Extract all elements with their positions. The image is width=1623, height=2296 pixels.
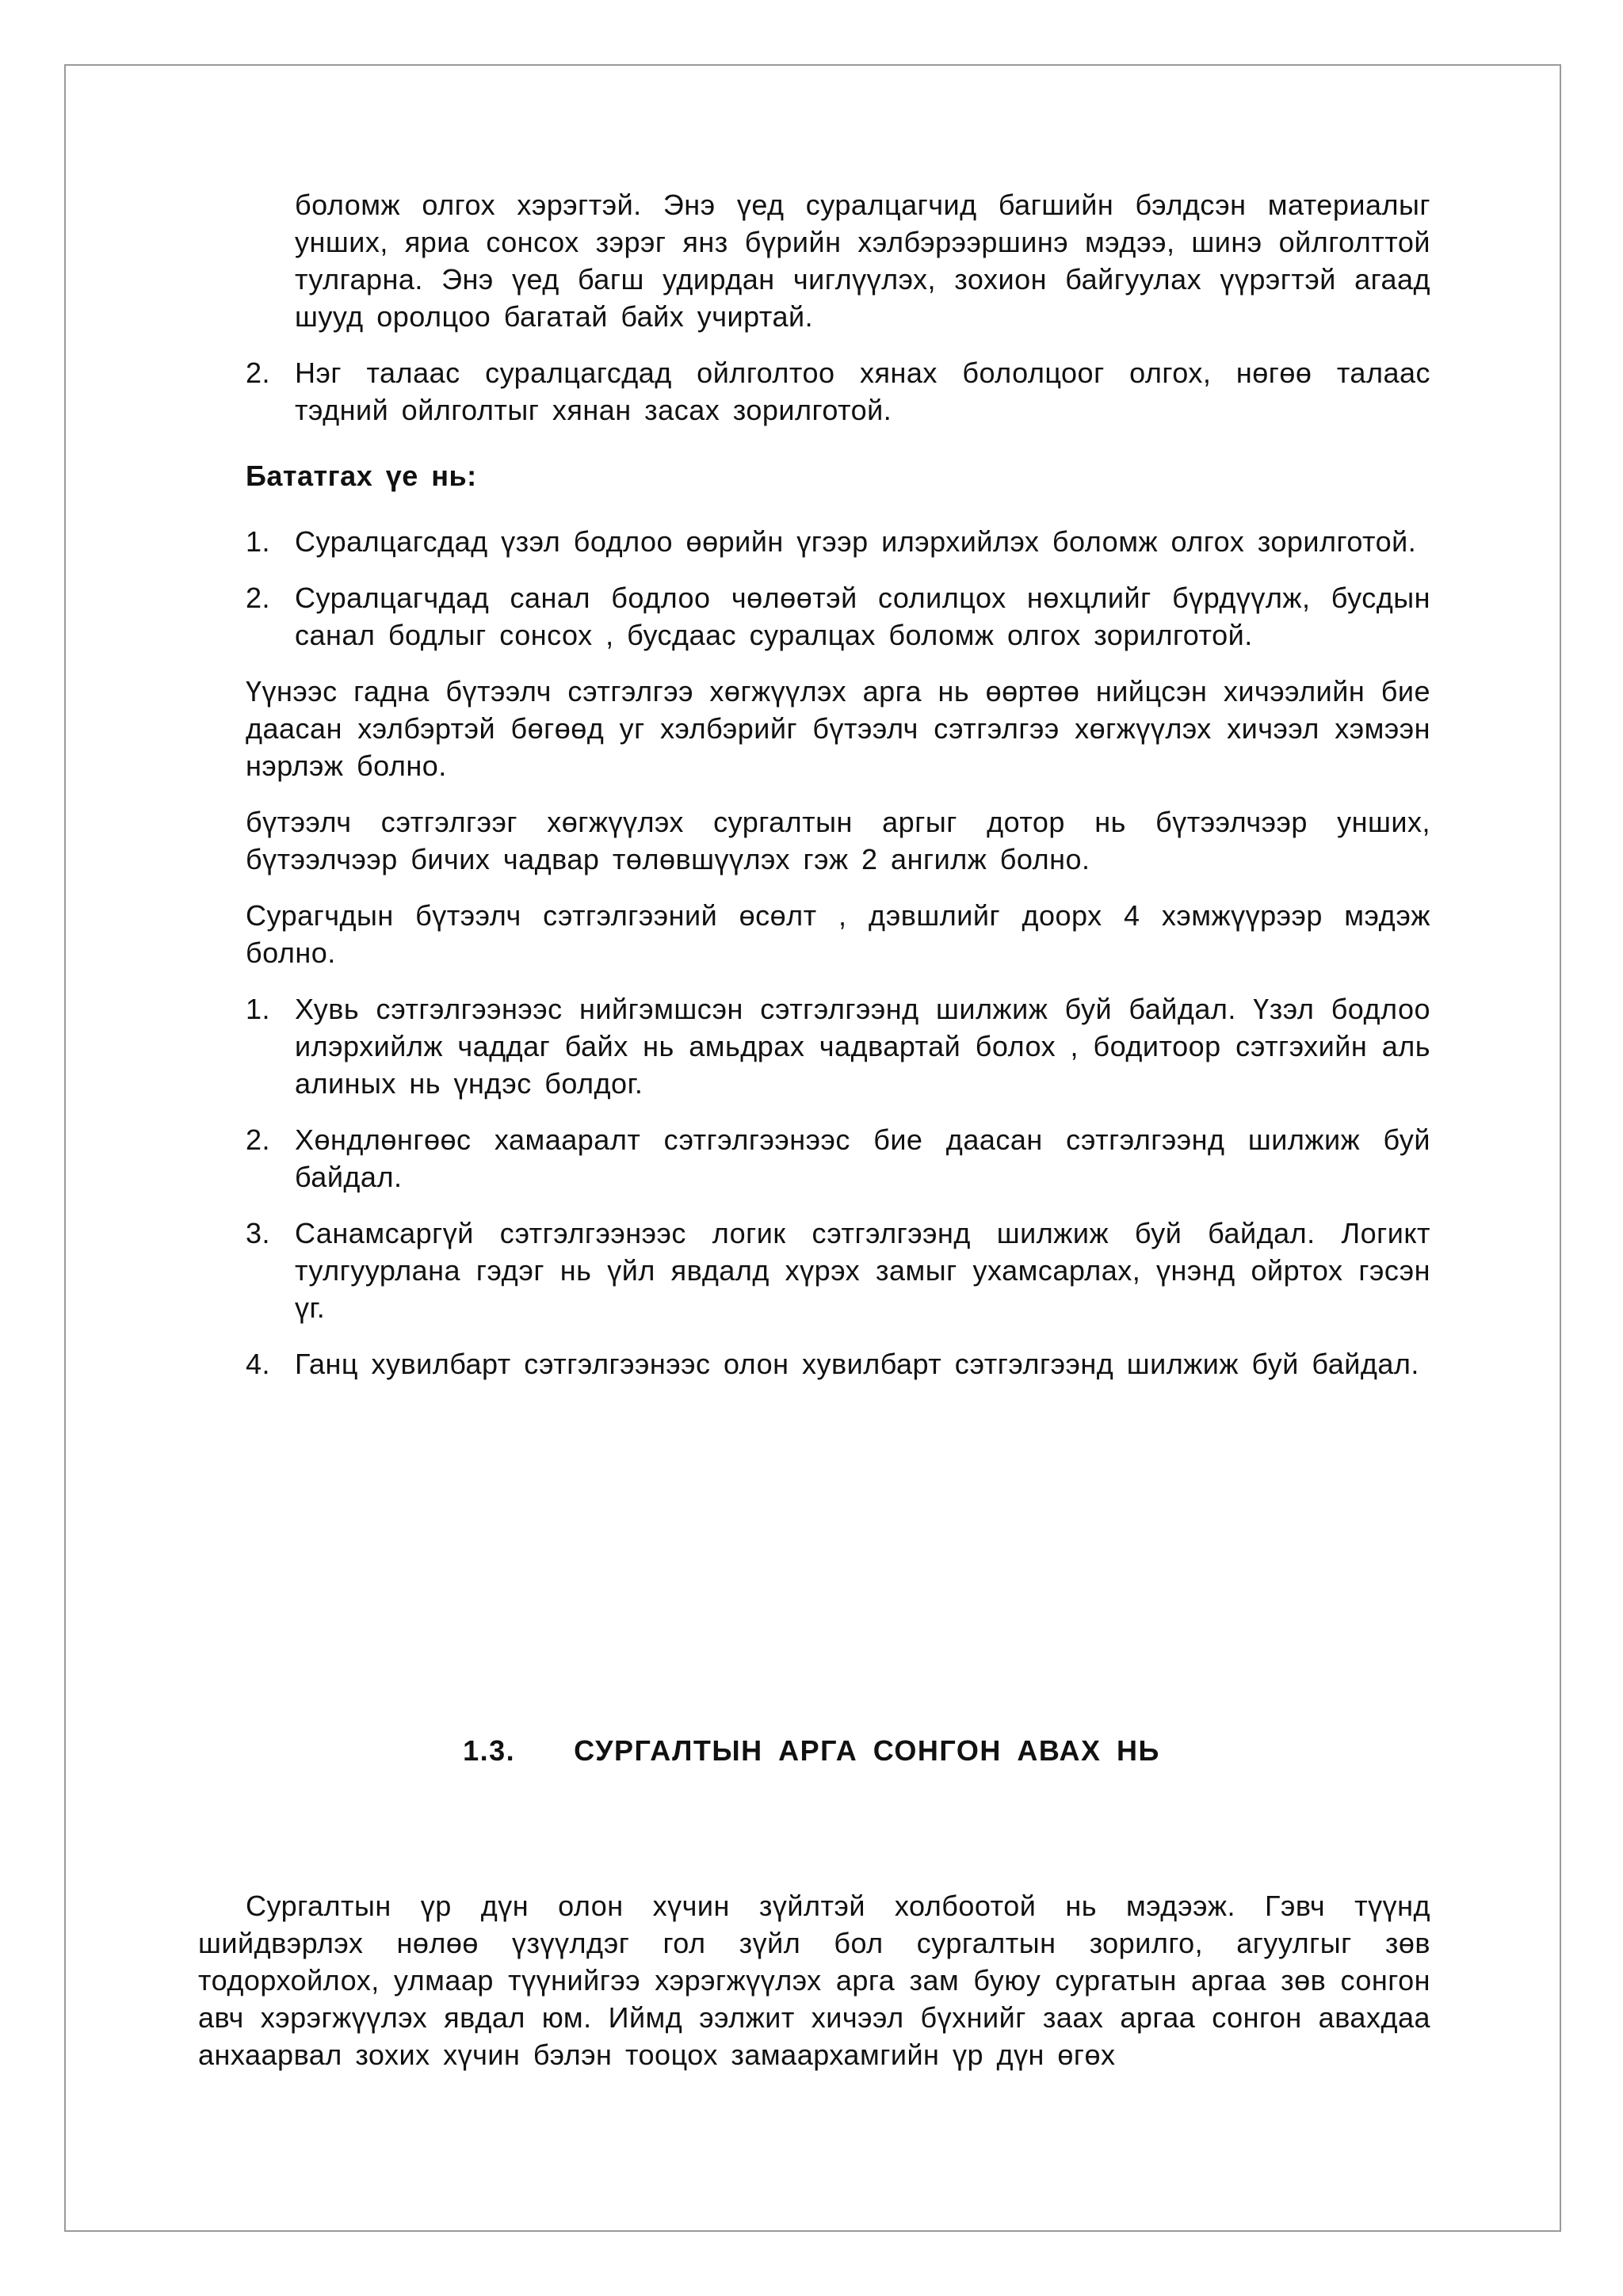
list-item-number: 2. (246, 1123, 271, 1156)
continuation-paragraph: боломж олгох хэрэгтэй. Энэ үед суралцагчид багшийн бэлдсэн материалыг унших, яриа сонсох зэрэг янз бүрийн хэлбэрээршинэ мэдээ, шинэ ойлголттой тулгарна. Энэ үед багш удирдан чиглүүлэх, зохион байгуулах үүрэгтэй агаад шууд оролцоо багатай байх учиртай. (295, 189, 1430, 333)
list-item-text: Ганц хувилбарт сэтгэлгээнээс олон хувилбарт сэтгэлгээнд шилжиж буй байдал. (295, 1348, 1419, 1380)
section-heading (0, 1732, 1623, 1769)
paragraph: Үүнээс гадна бүтээлч сэтгэлгээ хөгжүүлэх арга нь өөртөө нийцсэн хичээлийн бие даасан хэлбэртэй бөгөөд уг хэлбэрийг бүтээлч сэтгэлгээ хөгжүүлэх хичээл хэмээн нэрлэж болно. (246, 675, 1430, 782)
list-item-text: Нэг талаас суралцагсдад ойлголтоо хянах бололцоог олгох, нөгөө талаас тэдний ойлголтыг хянан засах зорилготой. (295, 357, 1430, 426)
list-item-text: Суралцагчдад санал бодлоо чөлөөтэй солилцох нөхцлийг бүрдүүлж, бусдын санал бодлыг сонсох , бусдаас суралцах боломж олгох зорилготой. (295, 582, 1430, 651)
list-item (246, 1215, 1430, 1326)
paragraph: Сурагчдын бүтээлч сэтгэлгээний өсөлт , дэвшлийг доорх 4 хэмжүүрээр мэдэж болно. (246, 899, 1430, 969)
list-item (246, 579, 1430, 654)
list-item-number: 3. (246, 1217, 271, 1249)
list-item (246, 523, 1430, 560)
list-item-number: 2. (246, 582, 271, 614)
list-item-number: 1. (246, 525, 271, 558)
list-item-number: 1. (246, 993, 271, 1025)
section-title: СУРГАЛТЫН АРГА СОНГОН АВАХ НЬ (574, 1734, 1160, 1767)
list-item-text: Хөндлөнгөөс хамааралт сэтгэлгээнээс бие даасан сэтгэлгээнд шилжиж буй байдал. (295, 1123, 1430, 1193)
list-item-number: 4. (246, 1348, 271, 1380)
batatgah-heading: Бататгах үе нь: (246, 460, 477, 492)
list-item (246, 1345, 1430, 1383)
body-paragraph: Сургалтын үр дүн олон хүчин зүйлтэй холбоотой нь мэдээж. Гэвч түүнд шийдвэрлэх нөлөө үзүүлдэг гол зүйл бол сургалтын зорилго, агуулгыг зөв тодорхойлох, улмаар түүнийгээ хэрэгжүүлэх арга зам буюу сургатын аргаа зөв сонгон авч хэрэгжүүлэх явдал юм. Иймд ээлжит хичээл бүхнийг заах аргаа сонгон авахдаа анхаарвал зохих хүчин бэлэн тооцох замаархамгийн үр дүн өгөх (198, 1890, 1430, 2071)
list-item-text: Санамсаргүй сэтгэлгээнээс логик сэтгэлгээнд шилжиж буй байдал. Логикт тулгуурлана гэдэг нь үйл явдалд хүрэх замыг ухамсарлах, үнэнд ойртох гэсэн үг. (295, 1217, 1430, 1324)
paragraph: бүтээлч сэтгэлгээг хөгжүүлэх сургалтын аргыг дотор нь бүтээлчээр унших, бүтээлчээр бичих чадвар төлөвшүүлэх гэж 2 ангилж болно. (246, 806, 1430, 875)
list-item-number: 2. (246, 357, 271, 389)
section-number: 1.3. (463, 1734, 516, 1767)
list-item-text: Хувь сэтгэлгээнээс нийгэмшсэн сэтгэлгээнд шилжиж буй байдал. Үзэл бодлоо илэрхийлж чаддаг байх нь амьдрах чадвартай болох , бодитоор сэтгэхийн аль алиных нь үндэс болдог. (295, 993, 1430, 1100)
list-item (246, 990, 1430, 1102)
list-item (246, 354, 1430, 429)
document-content (246, 186, 1430, 1383)
list-item-text: Суралцагсдад үзэл бодлоо өөрийн үгээр илэрхийлэх боломж олгох зорилготой. (295, 525, 1417, 558)
list-item (246, 1121, 1430, 1196)
